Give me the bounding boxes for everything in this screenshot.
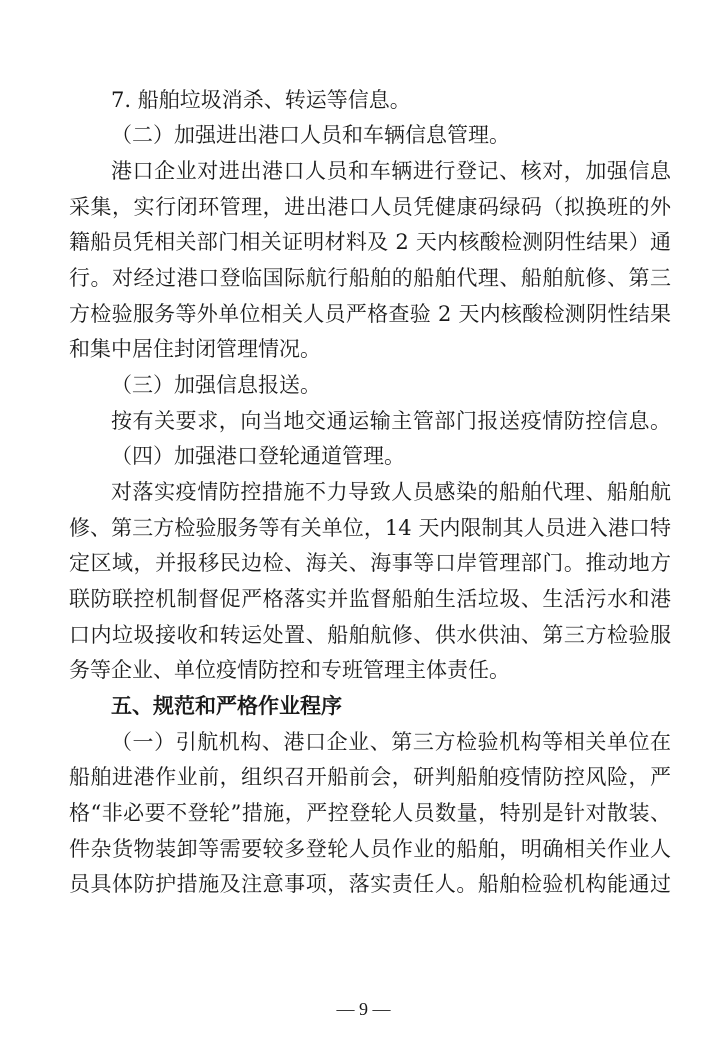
paragraph-line: 定区域，并报移民边检、海关、海事等口岸管理部门。推动地方 [69,551,671,575]
paragraph-line: 口内垃圾接收和转运处置、船舶航修、供水供油、第三方检验服 [69,623,671,647]
section-heading: 五、规范和严格作业程序 [111,694,342,718]
paragraph-line: 采集，实行闭环管理，进出港口人员凭健康码绿码（拟换班的外 [69,195,671,219]
page-number: — 9 — [336,999,391,1019]
paragraph-line: 方检验服务等外单位相关人员严格查验 2 天内核酸检测阴性结果 [69,302,671,326]
paragraph-line: 务等企业、单位疫情防控和专班管理主体责任。 [69,658,510,682]
paragraph-line: 员具体防护措施及注意事项，落实责任人。船舶检验机构能通过 [69,872,671,896]
paragraph-line: 修、第三方检验服务等有关单位，14 天内限制其人员进入港口特 [69,516,671,540]
paragraph-line: 对落实疫情防控措施不力导致人员感染的船舶代理、船舶航 [111,480,671,504]
subheading: （四）加强港口登轮通道管理。 [111,444,405,468]
paragraph-line: （一）引航机构、港口企业、第三方检验机构等相关单位在 [111,730,671,754]
paragraph-line: 港口企业对进出港口人员和车辆进行登记、核对，加强信息 [111,159,671,183]
paragraph-line: 行。对经过港口登临国际航行船舶的船舶代理、船舶航修、第三 [69,266,671,290]
subheading: （三）加强信息报送。 [111,373,321,397]
paragraph-line: 7. 船舶垃圾消杀、转运等信息。 [111,88,411,112]
paragraph-line: 按有关要求，向当地交通运输主管部门报送疫情防控信息。 [111,409,671,433]
paragraph-line: 船舶进港作业前，组织召开船前会，研判船舶疫情防控风险，严 [69,765,671,789]
paragraph-line: 联防联控机制督促严格落实并监督船舶生活垃圾、生活污水和港 [69,587,671,611]
subheading: （二）加强进出港口人员和车辆信息管理。 [111,123,510,147]
paragraph-line: 和集中居住封闭管理情况。 [69,337,321,361]
paragraph-line: 格“非必要不登轮”措施，严控登轮人员数量，特别是针对散装、 [69,801,671,825]
paragraph-line: 件杂货物装卸等需要较多登轮人员作业的船舶，明确相关作业人 [69,837,671,861]
paragraph-line: 籍船员凭相关部门相关证明材料及 2 天内核酸检测阴性结果）通 [69,230,671,254]
